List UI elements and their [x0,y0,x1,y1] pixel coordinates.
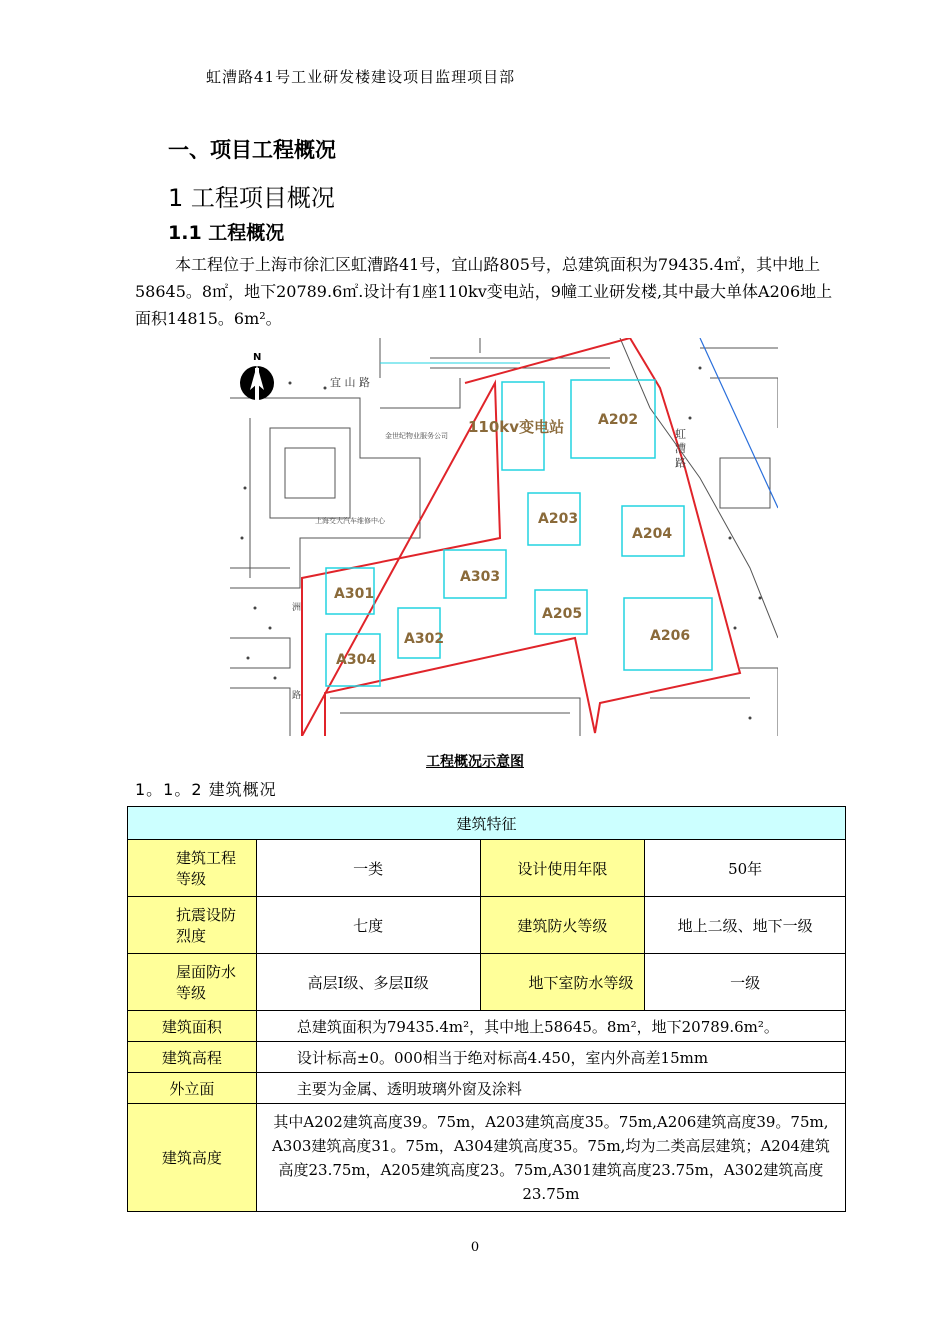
table-row [128,1073,846,1104]
north-label: N [253,352,262,363]
table-row [128,1011,846,1042]
table-row [128,1104,846,1212]
building-label-a206: A206 [650,628,691,644]
substation-label: 110kv变电站 [468,418,565,436]
building-label-a202: A202 [598,412,639,428]
height-label: 建筑高度 [128,1104,257,1212]
building-label-a204: A204 [632,526,673,542]
row-value: 七度 [256,897,480,954]
street-label-1: 洲 [292,603,302,613]
building-label-a205: A205 [542,606,583,622]
section-title-engineering-overview: 1.1 工程概况 [168,222,285,244]
row-value: 一级 [645,954,846,1011]
row-label: 设计使用年限 [480,840,645,897]
building-label-a304: A304 [336,652,377,668]
road-label-right: 虹 漕 路 [673,428,687,468]
table-row [128,840,846,897]
building-label-a303: A303 [460,569,501,585]
section-title-project-overview: 一、项目工程概况 [168,138,336,162]
building-label-a203: A203 [538,511,579,527]
elevation-label: 建筑高程 [128,1042,257,1073]
street-label-2: 路 [292,691,302,701]
table-title: 建筑特征 [128,807,846,840]
road-label-top: 宜 山 路 [330,376,370,389]
row-value: 一类 [256,840,480,897]
row-label: 抗震设防烈度 [128,897,257,954]
row-label: 屋面防水等级 [128,954,257,1011]
table-row [128,1042,846,1073]
building-features-table [127,806,846,1212]
area-label: 建筑面积 [128,1011,257,1042]
row-label: 地下室防水等级 [480,954,645,1011]
elevation-value: 设计标高±0。000相当于绝对标高4.450，室内外高差15mm [256,1042,845,1073]
row-label: 建筑防火等级 [480,897,645,954]
building-label-a301: A301 [334,586,375,602]
table-row [128,954,846,1011]
document-header: 虹漕路41号工业研发楼建设项目监理项目部 [206,68,516,86]
figure-caption: 工程概况示意图 [426,754,524,770]
row-value: 地上二级、地下一级 [645,897,846,954]
site-plan-map [230,338,778,736]
page-number: 0 [470,1240,480,1255]
row-label: 建筑工程等级 [128,840,257,897]
building-label-a302: A302 [404,631,445,647]
company-label-2: 上海交大汽车维修中心 [315,517,385,525]
section-title-engineering-project: 1 工程项目概况 [168,184,335,212]
area-value: 总建筑面积为79435.4m²，其中地上58645。8m²，地下20789.6m²。 [256,1011,845,1042]
table-row [128,897,846,954]
intro-paragraph: 本工程位于上海市徐汇区虹漕路41号，宜山路805号，总建筑面积为79435.4㎡，其中地上58645。8㎡，地下20789.6㎡.设计有1座110kv变电站，9幢工业研发楼,其中最大单体A206地上面积14815。6m²。 [135,255,833,328]
section-title-building-overview: 1。1。2 建筑概况 [135,780,277,799]
facade-value: 主要为金属、透明玻璃外窗及涂料 [256,1073,845,1104]
facade-label: 外立面 [128,1073,257,1104]
row-value: 高层Ⅰ级、多层Ⅱ级 [256,954,480,1011]
row-value: 50年 [645,840,846,897]
company-label-1: 金世纪物业服务公司 [385,432,448,440]
height-value: 其中A202建筑高度39。75m，A203建筑高度35。75m,A206建筑高度39。75m, A303建筑高度31。75m，A304建筑高度35。75m,均为二类高层建筑；A204建筑高度23.75m，A205建筑高度23。75m,A301建筑高度23.75m，A302建筑高度23.75m [256,1104,845,1212]
